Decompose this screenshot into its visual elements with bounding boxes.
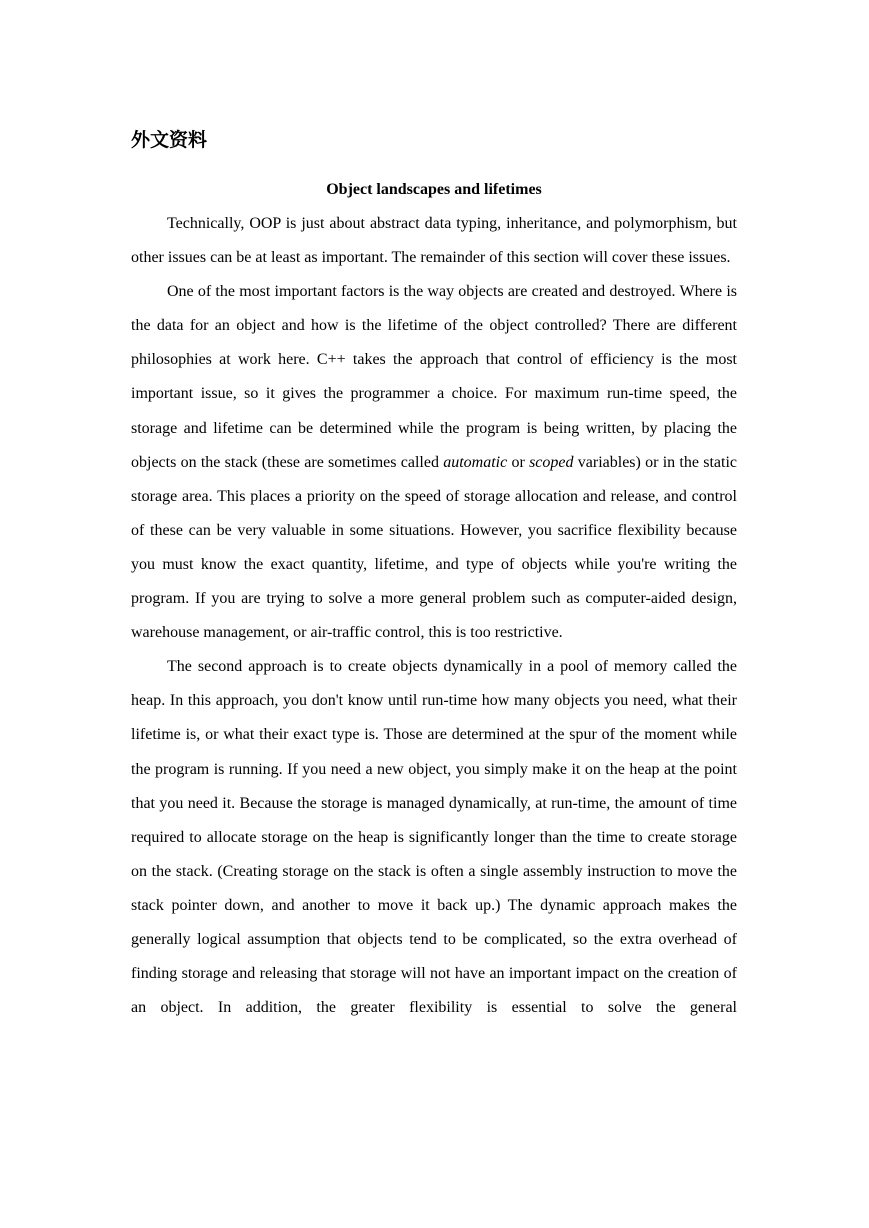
- paragraph-3: The second approach is to create objects dynamically in a pool of memory called the heap. In this approach, you don't know until run-time how many objects you need, what their lifetime is, or what their exact type is. Those are determined at the spur of the moment while the program is running. If you need a new object, you simply make it on the heap at the point that you need it. Because the storage is managed dynamically, at run-time, the amount of time required to allocate storage on the heap is significantly longer than the time to create storage on the stack. (Creating storage on the stack is often a single assembly instruction to move the stack pointer down, and another to move it back up.) The dynamic approach makes the generally logical assumption that objects tend to be complicated, so the extra overhead of finding storage and releasing that storage will not have an important impact on the creation of an object. In addition, the greater flexibility is essential to solve the general: [131, 658, 737, 1017]
- term-scoped: scoped: [529, 453, 574, 471]
- paragraph-2-text-a: One of the most important factors is the way objects are created and destroyed. Where is the data for an object and how is the lifetime of the object controlled? There are different philosophies at work here. C++ takes the approach that control of efficiency is the most important issue, so it gives the programmer a choice. For maximum run-time speed, the storage and lifetime can be determined while the program is being written, by placing the objects on the stack (these are sometimes called: [131, 283, 737, 471]
- paragraph-1: Technically, OOP is just about abstract data typing, inheritance, and polymorphism, but other issues can be at least as important. The remainder of this section will cover these issues.: [131, 215, 737, 267]
- paragraph-2-text-b: variables) or in the static storage area. This places a priority on the speed of storage allocation and release, and control of these can be very valuable in some situations. However, you sacrifice flexibility because you must know the exact quantity, lifetime, and type of objects while you're writing the program. If you are trying to solve a more general problem such as computer-aided design, warehouse management, or air-traffic control, this is too restrictive.: [131, 453, 737, 642]
- term-automatic: automatic: [443, 453, 508, 471]
- paragraph-2-text-or: or: [507, 453, 530, 471]
- section-heading: 外文资料: [131, 129, 208, 151]
- article-title: Object landscapes and lifetimes: [326, 181, 542, 198]
- article-body: [131, 207, 737, 1025]
- paragraph-2: [131, 275, 737, 650]
